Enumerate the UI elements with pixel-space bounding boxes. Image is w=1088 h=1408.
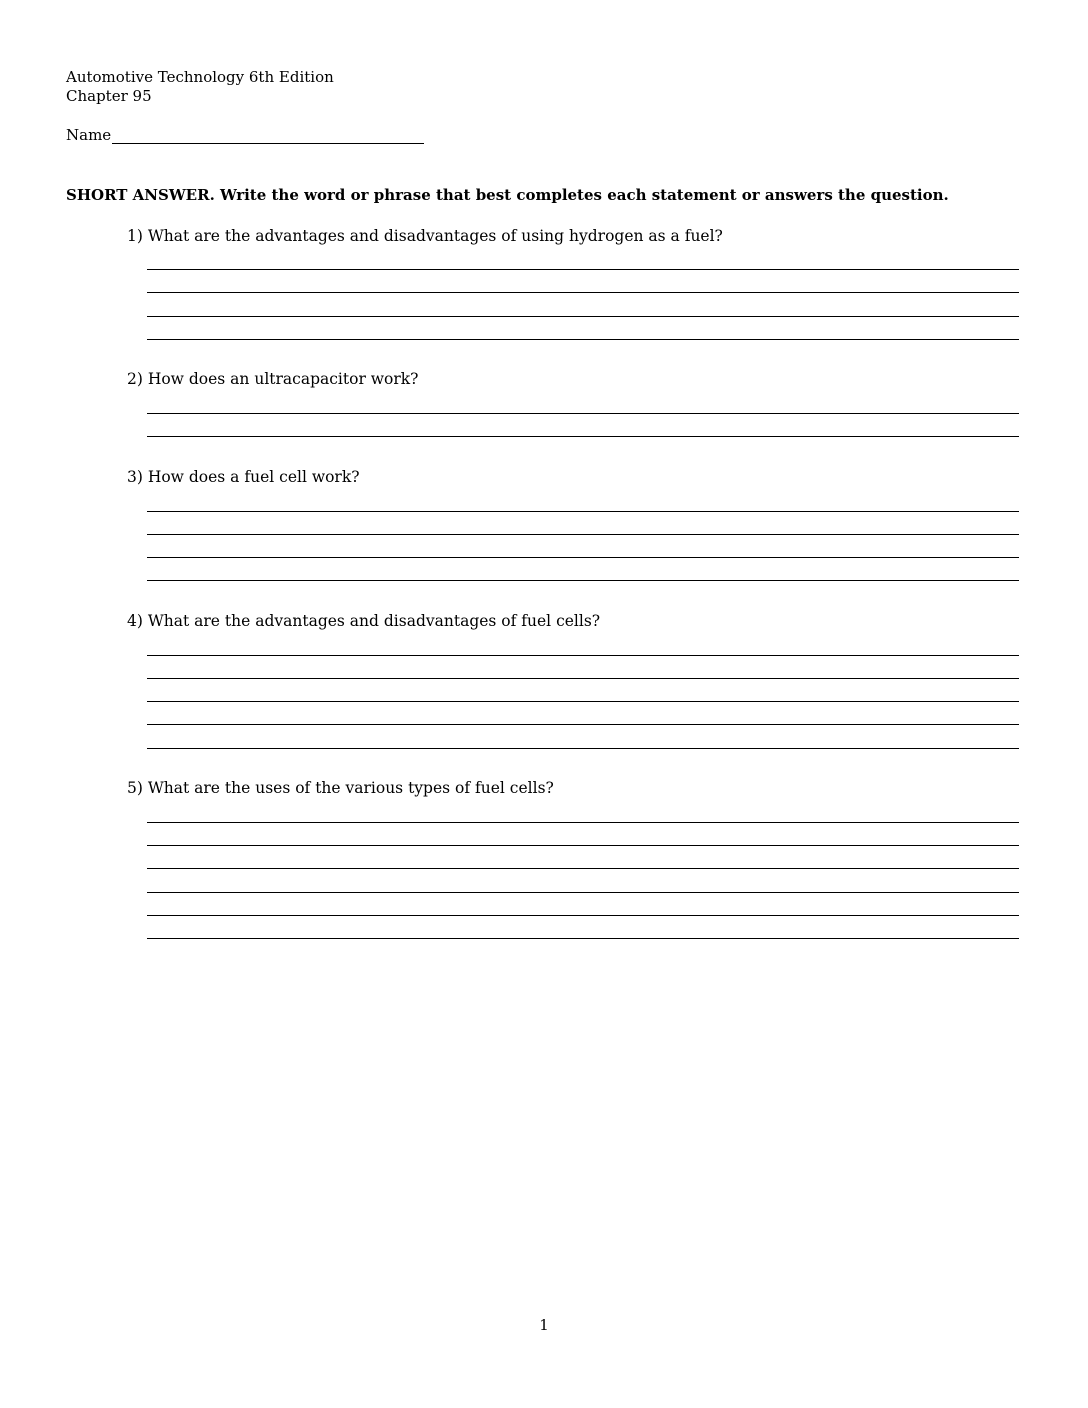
answer-line[interactable] bbox=[147, 534, 1019, 535]
question-3: 3) How does a fuel cell work? bbox=[127, 468, 360, 486]
instructions: SHORT ANSWER. Write the word or phrase that best completes each statement or answers the question. bbox=[66, 186, 949, 204]
answer-line[interactable] bbox=[147, 724, 1019, 725]
answer-line[interactable] bbox=[147, 845, 1019, 846]
question-2: 2) How does an ultracapacitor work? bbox=[127, 370, 419, 388]
answer-line[interactable] bbox=[147, 655, 1019, 656]
answer-line[interactable] bbox=[147, 511, 1019, 512]
answer-line[interactable] bbox=[147, 557, 1019, 558]
question-5: 5) What are the uses of the various types of fuel cells? bbox=[127, 779, 554, 797]
answer-line[interactable] bbox=[147, 868, 1019, 869]
answer-line[interactable] bbox=[147, 678, 1019, 679]
answer-line[interactable] bbox=[147, 580, 1019, 581]
answer-line[interactable] bbox=[147, 748, 1019, 749]
chapter-label: Chapter 95 bbox=[66, 87, 152, 105]
answer-line[interactable] bbox=[147, 339, 1019, 340]
page-number: 1 bbox=[539, 1316, 549, 1334]
answer-line[interactable] bbox=[147, 822, 1019, 823]
answer-line[interactable] bbox=[147, 938, 1019, 939]
name-label: Name bbox=[66, 126, 112, 144]
answer-line[interactable] bbox=[147, 413, 1019, 414]
answer-line[interactable] bbox=[147, 892, 1019, 893]
answer-line[interactable] bbox=[147, 316, 1019, 317]
name-row bbox=[66, 125, 424, 144]
answer-line[interactable] bbox=[147, 269, 1019, 270]
answer-line[interactable] bbox=[147, 292, 1019, 293]
answer-line[interactable] bbox=[147, 436, 1019, 437]
question-4: 4) What are the advantages and disadvantages of fuel cells? bbox=[127, 612, 601, 630]
document-title: Automotive Technology 6th Edition bbox=[66, 68, 334, 86]
question-1: 1) What are the advantages and disadvantages of using hydrogen as a fuel? bbox=[127, 227, 723, 245]
name-field[interactable] bbox=[112, 125, 424, 144]
answer-line[interactable] bbox=[147, 915, 1019, 916]
answer-line[interactable] bbox=[147, 701, 1019, 702]
